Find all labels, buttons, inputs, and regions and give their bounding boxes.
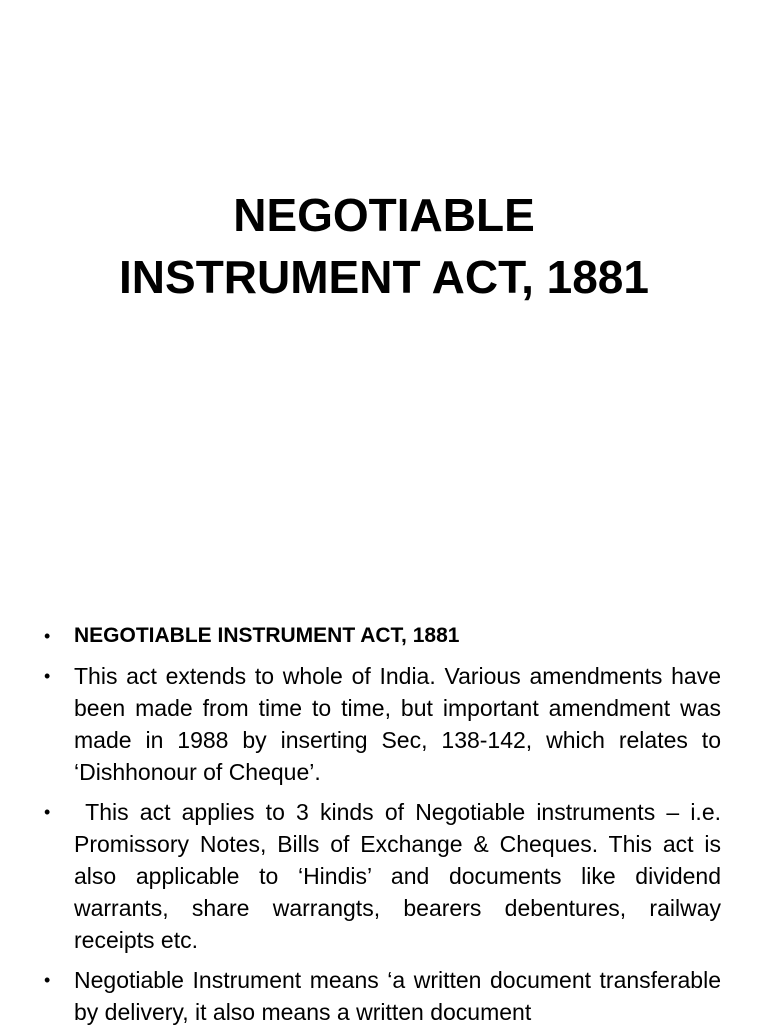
bullet-item <box>44 620 721 652</box>
bullet-item <box>44 964 721 1028</box>
slide-title <box>0 184 768 308</box>
bullet-dot-icon: • <box>44 970 51 990</box>
bullet-list <box>44 620 728 1036</box>
bullet-dot-icon: • <box>44 666 51 686</box>
slide-title-line-2: INSTRUMENT ACT, 1881 <box>119 251 649 303</box>
bullet-text: This act applies to 3 kinds of Negotiable instruments – i.e. Promissory Notes, Bills of Exchange & Cheques. This act is also applicable to ‘Hindis’ and documents like dividend warrants, share warrangts, bearers debentures, railway receipts etc. <box>74 799 728 953</box>
bullet-heading: NEGOTIABLE INSTRUMENT ACT, 1881 <box>74 624 460 647</box>
bullet-text: This act extends to whole of India. Various amendments have been made from time to time, but important amendment was made in 1988 by inserting Sec, 138-142, which relates to ‘Dishhonour of Cheque’. <box>74 663 721 785</box>
slide-title-line-1: NEGOTIABLE <box>233 189 535 241</box>
bullet-item <box>44 660 721 788</box>
bullet-dot-icon: • <box>44 802 51 822</box>
bullet-item <box>44 796 728 956</box>
bullet-dot-icon: • <box>44 626 51 646</box>
bullet-text: Negotiable Instrument means ‘a written document transferable by delivery, it also means a written document <box>74 967 721 1025</box>
